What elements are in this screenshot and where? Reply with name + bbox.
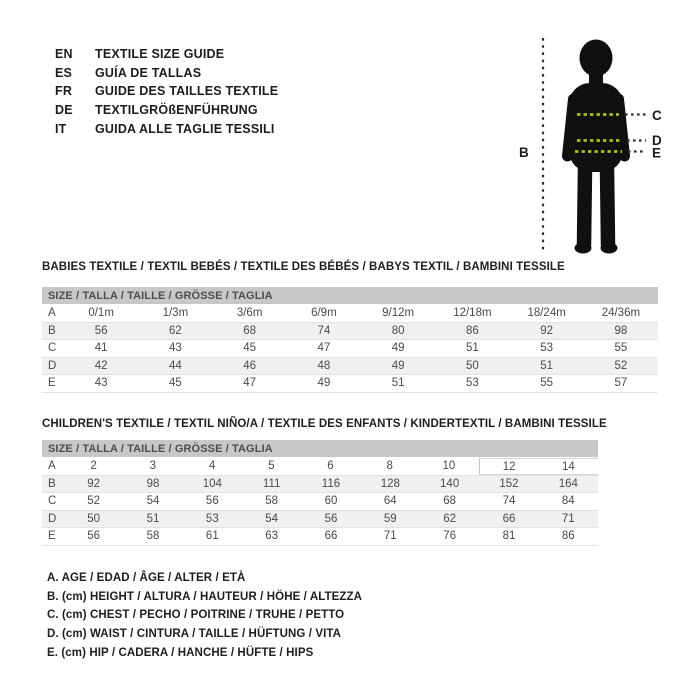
table-cell: 8 (386, 460, 393, 473)
table-cell: 116 (321, 477, 341, 490)
table-row (42, 340, 658, 358)
row-label: E (48, 530, 56, 543)
table-cell: 44 (168, 359, 182, 372)
legend-line: A. AGE / EDAD / ÂGE / ALTER / ETÀ (47, 572, 246, 584)
table-cell: 49 (317, 377, 331, 390)
table-cell: 18/24m (527, 307, 566, 320)
language-code: EN (55, 47, 73, 62)
table-cell: 53 (465, 377, 479, 390)
chest-label: C (652, 108, 662, 123)
row-label: B (48, 324, 56, 337)
table-cell: 56 (94, 324, 108, 337)
table-row (42, 375, 658, 393)
table-cell: 3 (149, 460, 157, 473)
children-size-table (42, 440, 598, 546)
table-cell: 46 (243, 359, 257, 372)
child-silhouette-icon (568, 40, 625, 254)
table-cell: 59 (383, 512, 397, 525)
table-cell: 57 (614, 377, 628, 390)
table-cell: 3/6m (236, 307, 263, 320)
table-cell: 14 (539, 458, 598, 475)
waist-label: D (652, 133, 662, 148)
table-cell: 56 (205, 495, 219, 508)
table-cell: 45 (243, 342, 257, 355)
table-cell: 2 (90, 460, 97, 473)
measurement-legend (47, 569, 362, 662)
table-cell: 128 (380, 477, 400, 490)
table-cell: 55 (614, 342, 628, 355)
table-cell: 48 (317, 359, 331, 372)
table-row (42, 323, 658, 341)
table-cell: 54 (146, 495, 160, 508)
table-cell: 47 (243, 377, 257, 390)
table-cell: 10 (442, 460, 456, 473)
table-cell: 74 (317, 324, 331, 337)
table-row (42, 528, 598, 546)
language-code: DE (55, 103, 73, 118)
table-cell: 62 (443, 512, 457, 525)
table-cell: 63 (265, 530, 279, 543)
table-cell: 49 (391, 342, 405, 355)
table-cell: 98 (614, 324, 628, 337)
table-cell: 71 (383, 530, 397, 543)
table-row (42, 493, 598, 511)
table-cell: 50 (465, 359, 479, 372)
language-row (55, 101, 278, 120)
table-cell: 55 (540, 377, 554, 390)
table-cell: 58 (265, 495, 279, 508)
table-row (42, 458, 598, 476)
table-cell: 41 (94, 342, 108, 355)
legend-line: E. (cm) HIP / CADERA / HANCHE / HÜFTE / HIPS (47, 646, 314, 659)
height-label: B (519, 145, 529, 160)
table-cell: 54 (265, 512, 279, 525)
table-row (42, 476, 598, 494)
language-code: FR (55, 84, 73, 99)
table-cell: 86 (561, 530, 575, 543)
language-title: TEXTILE SIZE GUIDE (95, 47, 225, 62)
table-cell: 9/12m (382, 307, 415, 320)
table-cell: 66 (324, 530, 338, 543)
language-title: TEXTILGRÖßENFÜHRUNG (95, 103, 258, 118)
table-cell: 58 (146, 530, 160, 543)
table-cell: 68 (443, 495, 457, 508)
table-cell: 52 (614, 359, 628, 372)
legend-line: C. (cm) CHEST / PECHO / POITRINE / TRUHE / PETTO (47, 609, 345, 622)
table-cell: 92 (540, 324, 554, 337)
size-table-header: SIZE / TALLA / TAILLE / GRÖSSE / TAGLIA (42, 287, 658, 305)
language-row (55, 82, 278, 101)
table-cell: 5 (268, 460, 275, 473)
table-cell: 52 (87, 495, 101, 508)
table-cell: 152 (499, 477, 519, 490)
table-row (42, 305, 658, 323)
hip-label: E (652, 145, 662, 161)
table-cell: 81 (502, 530, 516, 543)
table-cell: 98 (146, 477, 160, 490)
table-cell: 45 (168, 377, 182, 390)
table-cell: 6 (327, 460, 334, 473)
table-cell: 74 (502, 495, 516, 508)
language-list (55, 45, 278, 138)
table-cell: 47 (317, 342, 331, 355)
babies-section-title: BABIES TEXTILE / TEXTIL BEBÉS / TEXTILE DES BÉBÉS / BABYS TEXTIL / BAMBINI TESSILE (42, 261, 565, 273)
table-cell: 86 (465, 324, 479, 337)
table-cell: 56 (87, 530, 101, 543)
table-cell: 12/18m (453, 307, 492, 320)
row-label: D (48, 512, 57, 525)
table-cell: 61 (205, 530, 219, 543)
table-cell: 43 (168, 342, 182, 355)
table-cell: 80 (391, 324, 405, 337)
row-label: B (48, 477, 56, 490)
table-cell: 51 (540, 359, 554, 372)
language-code: ES (55, 65, 73, 80)
legend-line: D. (cm) WAIST / CINTURA / TAILLE / HÜFTUNG / VITA (47, 628, 342, 641)
table-cell: 42 (94, 359, 108, 372)
children-section-title: CHILDREN'S TEXTILE / TEXTIL NIÑO/A / TEXTILE DES ENFANTS / KINDERTEXTIL / BAMBINI TESSILE (42, 418, 607, 430)
size-table-header: SIZE / TALLA / TAILLE / GRÖSSE / TAGLIA (42, 440, 598, 458)
table-cell: 60 (324, 495, 338, 508)
table-cell: 71 (561, 512, 575, 525)
row-label: A (48, 460, 56, 473)
table-cell: 49 (391, 359, 405, 372)
row-label: E (48, 377, 56, 390)
table-cell: 51 (465, 342, 479, 355)
table-row (42, 511, 598, 529)
table-cell: 0/1m (88, 307, 114, 320)
table-cell: 4 (208, 460, 216, 473)
row-label: D (48, 359, 57, 372)
language-row (55, 45, 278, 64)
table-cell: 24/36m (601, 307, 641, 320)
language-code: IT (55, 121, 67, 136)
table-cell: 51 (391, 377, 405, 390)
table-cell: 50 (87, 512, 101, 525)
table-cell: 104 (202, 477, 222, 490)
table-cell: 92 (87, 477, 101, 490)
table-cell: 12 (479, 458, 539, 475)
language-row (55, 64, 278, 83)
table-cell: 53 (205, 512, 219, 525)
row-label: C (48, 342, 57, 355)
table-cell: 62 (168, 324, 182, 337)
table-cell: 164 (558, 477, 578, 490)
row-label: A (48, 307, 56, 320)
language-title: GUIDA ALLE TAGLIE TESSILI (95, 121, 275, 136)
table-cell: 66 (502, 512, 516, 525)
table-cell: 64 (383, 495, 397, 508)
table-cell: 76 (443, 530, 457, 543)
table-cell: 68 (243, 324, 257, 337)
legend-line: B. (cm) HEIGHT / ALTURA / HAUTEUR / HÖHE / ALTEZZA (47, 590, 363, 603)
babies-size-table (42, 287, 658, 393)
language-row (55, 119, 278, 138)
language-title: GUÍA DE TALLAS (95, 65, 202, 80)
row-label: C (48, 495, 57, 508)
table-cell: 6/9m (311, 307, 337, 320)
table-cell: 43 (94, 377, 108, 390)
language-title: GUIDE DES TAILLES TEXTILE (95, 84, 279, 99)
table-cell: 53 (540, 342, 554, 355)
table-cell: 111 (262, 477, 281, 490)
table-cell: 51 (146, 512, 160, 525)
table-cell: 1/3m (162, 307, 189, 320)
measurement-figure (505, 20, 700, 265)
table-cell: 140 (440, 477, 460, 490)
table-cell: 56 (324, 512, 338, 525)
table-row (42, 358, 658, 376)
table-cell: 84 (561, 495, 575, 508)
